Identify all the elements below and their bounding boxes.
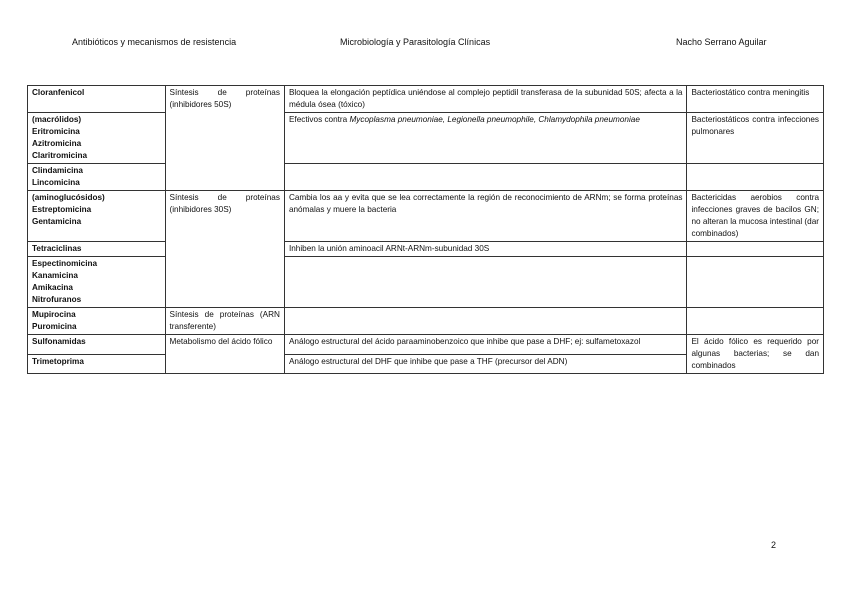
drug-name: Azitromicina (32, 139, 82, 148)
drug-name: Mupirocina (32, 310, 76, 319)
drug-cell (28, 86, 166, 113)
antibiotics-table (27, 85, 824, 374)
effect-cell: Bacteriostáticos contra infecciones pulmonares (687, 113, 824, 164)
target-cell: Síntesis de proteínas (ARN transferente) (165, 308, 284, 335)
mechanism-text: Efectivos contra (288, 115, 350, 124)
drug-name: Espectinomicina (32, 259, 98, 268)
table-row (28, 164, 824, 191)
header-left-title: Antibióticos y mecanismos de resistencia (72, 37, 237, 47)
drug-cell (28, 113, 166, 164)
effect-cell (687, 164, 824, 191)
table-row (28, 308, 824, 335)
drug-name: Nitrofuranos (32, 295, 82, 304)
mechanism-cell: Análogo estructural del DHF que inhibe que pase a THF (precursor del ADN) (284, 354, 687, 374)
drug-cell (28, 308, 166, 335)
mechanism-cell (284, 113, 687, 164)
target-cell: Metabolismo del ácido fólico (165, 335, 284, 374)
drug-name: Clindamicina (32, 166, 83, 175)
effect-cell: Bactericidas aerobios contra infecciones graves de bacilos GN; no alteran la mucosa intestinal (dar combinados) (687, 191, 824, 242)
effect-cell (687, 308, 824, 335)
mechanism-cell: Análogo estructural del ácido paraaminobenzoico que inhibe que pase a DHF; ej: sulfametoxazol (284, 335, 687, 355)
organism-names: Mycoplasma pneumoniae, Legionella pneumophile, Chlamydophila pneumoniae (349, 115, 640, 124)
table-row (28, 191, 824, 242)
table-row (28, 242, 824, 257)
drug-name: Puromicina (32, 322, 77, 331)
target-cell: Síntesis de proteínas (inhibidores 50S) (165, 86, 284, 191)
header-author: Nacho Serrano Aguilar (676, 37, 767, 47)
page-number: 2 (771, 540, 777, 550)
drug-name: Kanamicina (32, 271, 78, 280)
drug-name: Claritromicina (32, 151, 88, 160)
drug-cell (28, 257, 166, 308)
drug-cell (28, 164, 166, 191)
drug-name: Tetraciclinas (32, 244, 82, 253)
drug-name: Estreptomicina (32, 205, 92, 214)
drug-name: (aminoglucósidos) (32, 193, 105, 202)
mechanism-cell (284, 257, 687, 308)
table-row (28, 335, 824, 355)
header-center-title: Microbiología y Parasitología Clínicas (340, 37, 491, 47)
table-row (28, 113, 824, 164)
table-row (28, 257, 824, 308)
effect-cell: El ácido fólico es requerido por algunas bacterias; se dan combinados (687, 335, 824, 374)
mechanism-cell: Inhiben la unión aminoacil ARNt-ARNm-subunidad 30S (284, 242, 687, 257)
drug-name: Eritromicina (32, 127, 80, 136)
drug-name: Cloranfenicol (32, 88, 85, 97)
drug-name: Lincomicina (32, 178, 80, 187)
drug-cell (28, 354, 166, 374)
drug-cell (28, 242, 166, 257)
target-cell: Síntesis de proteínas (inhibidores 30S) (165, 191, 284, 308)
mechanism-cell (284, 308, 687, 335)
effect-cell (687, 242, 824, 257)
drug-name: Sulfonamidas (32, 337, 86, 346)
mechanism-cell: Bloquea la elongación peptídica uniéndose al complejo peptidil transferasa de la subunidad 50S; afecta a la médula ósea (tóxico) (284, 86, 687, 113)
drug-name: (macrólidos) (32, 115, 82, 124)
effect-cell (687, 257, 824, 308)
table-row (28, 86, 824, 113)
effect-cell: Bacteriostático contra meningitis (687, 86, 824, 113)
mechanism-cell: Cambia los aa y evita que se lea correctamente la región de reconocimiento de ARNm; se forma proteínas anómalas y muere la bacteria (284, 191, 687, 242)
drug-cell (28, 191, 166, 242)
mechanism-cell (284, 164, 687, 191)
drug-name: Gentamicina (32, 217, 82, 226)
drug-name: Amikacina (32, 283, 73, 292)
drug-name: Trimetoprima (32, 356, 84, 366)
drug-cell (28, 335, 166, 355)
